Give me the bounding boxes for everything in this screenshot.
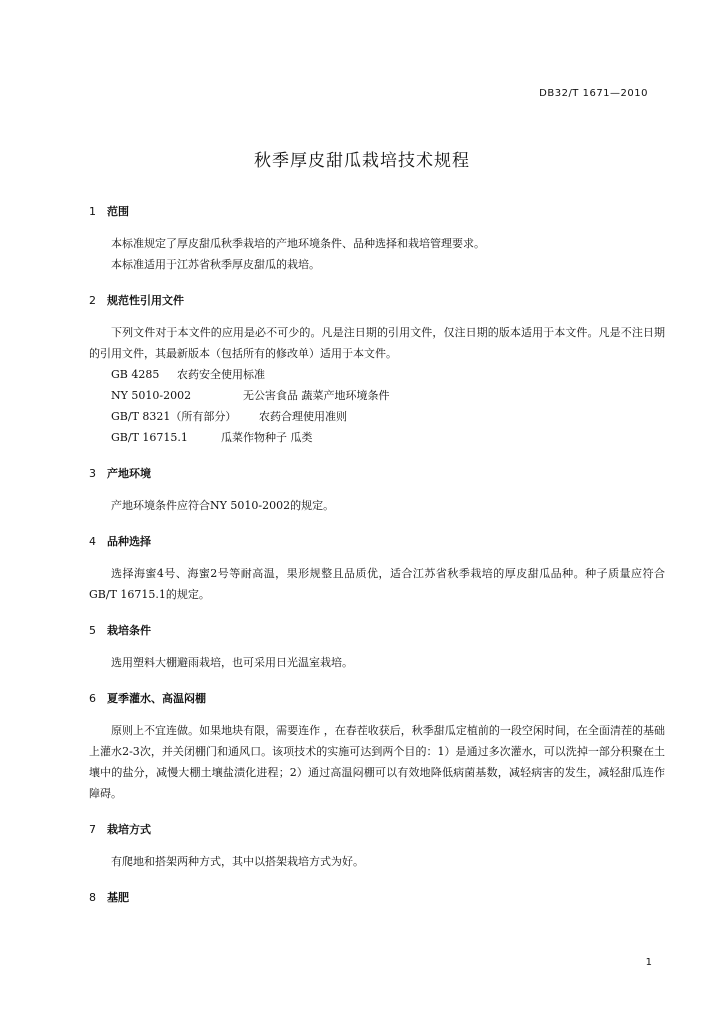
section-number: 3: [89, 467, 96, 480]
reference-item: [89, 406, 665, 427]
section-number: 7: [89, 823, 96, 836]
section-heading: [89, 820, 665, 840]
reference-code: GB 4285: [111, 368, 160, 381]
section-title: 规范性引用文件: [107, 294, 184, 307]
document-body: [89, 202, 665, 919]
paragraph: 下列文件对于本文件的应用是必不可少的。凡是注日期的引用文件，仅注日期的版本适用于本文件。凡是不注日期的引用文件，其最新版本（包括所有的修改单）适用于本文件。: [89, 326, 665, 360]
section-number: 5: [89, 624, 96, 637]
reference-code: GB/T 8321（所有部分）: [111, 410, 237, 423]
paragraph: 本标准适用于江苏省秋季厚皮甜瓜的栽培。: [111, 258, 320, 271]
section-production-environment: [89, 464, 665, 532]
reference-code: GB/T 16715.1: [111, 431, 188, 444]
section-title: 产地环境: [107, 467, 151, 480]
reference-title: 无公害食品 蔬菜产地环境条件: [243, 389, 390, 402]
section-number: 4: [89, 535, 96, 548]
section-title: 栽培方式: [107, 823, 151, 836]
section-heading: [89, 689, 665, 709]
section-summer-irrigation: [89, 689, 665, 820]
section-cultivation-conditions: [89, 621, 665, 689]
section-normative-references: [89, 291, 665, 464]
section-heading: [89, 291, 665, 311]
section-number: 6: [89, 692, 96, 705]
paragraph: 原则上不宜连做。如果地块有限，需要连作 ，在春茬收获后，秋季甜瓜定植前的一段空闲时间，在全面清茬的基础上灌水2-3次，并关闭棚门和通风口。该项技术的实施可达到两个目的：1）是通过多次灌水，可以洗掉一部分积聚在土壤中的盐分，减慢大棚土壤盐渍化进程；2）通过高温闷棚可以有效地降低病菌基数，减轻病害的发生，减轻甜瓜连作障碍。: [89, 724, 665, 800]
reference-title: 瓜菜作物种子 瓜类: [221, 431, 313, 444]
section-base-fertilizer: [89, 888, 665, 908]
section-heading: [89, 202, 665, 222]
reference-title: 农药安全使用标准: [177, 368, 265, 381]
reference-item: [89, 427, 665, 448]
section-heading: [89, 532, 665, 552]
document-title: 秋季厚皮甜瓜栽培技术规程: [254, 151, 470, 171]
section-title: 夏季灌水、高温闷棚: [107, 692, 206, 705]
document-code: DB32/T 1671—2010: [539, 88, 648, 99]
section-heading: [89, 888, 665, 908]
section-number: 8: [89, 891, 96, 904]
paragraph: 产地环境条件应符合NY 5010-2002的规定。: [111, 499, 335, 512]
paragraph: 选用塑料大棚避雨栽培，也可采用日光温室栽培。: [111, 656, 353, 669]
reference-item: [89, 385, 665, 406]
section-title: 品种选择: [107, 535, 151, 548]
reference-code: NY 5010-2002: [111, 389, 192, 402]
section-variety-selection: [89, 532, 665, 621]
paragraph: 本标准规定了厚皮甜瓜秋季栽培的产地环境条件、品种选择和栽培管理要求。: [111, 237, 485, 250]
section-title: 栽培条件: [107, 624, 151, 637]
section-heading: [89, 621, 665, 641]
section-title: 范围: [107, 205, 129, 218]
reference-title: 农药合理使用准则: [259, 410, 347, 423]
reference-item: [89, 364, 665, 385]
paragraph: 有爬地和搭架两种方式，其中以搭架栽培方式为好。: [111, 855, 364, 868]
section-heading: [89, 464, 665, 484]
section-number: 1: [89, 205, 96, 218]
section-cultivation-method: [89, 820, 665, 888]
section-title: 基肥: [107, 891, 129, 904]
page-number: 1: [645, 957, 652, 968]
paragraph: 选择海蜜4号、海蜜2号等耐高温，果形规整且品质优，适合江苏省秋季栽培的厚皮甜瓜品种。种子质量应符合GB/T 16715.1的规定。: [89, 567, 665, 601]
section-scope: [89, 202, 665, 291]
section-number: 2: [89, 294, 96, 307]
